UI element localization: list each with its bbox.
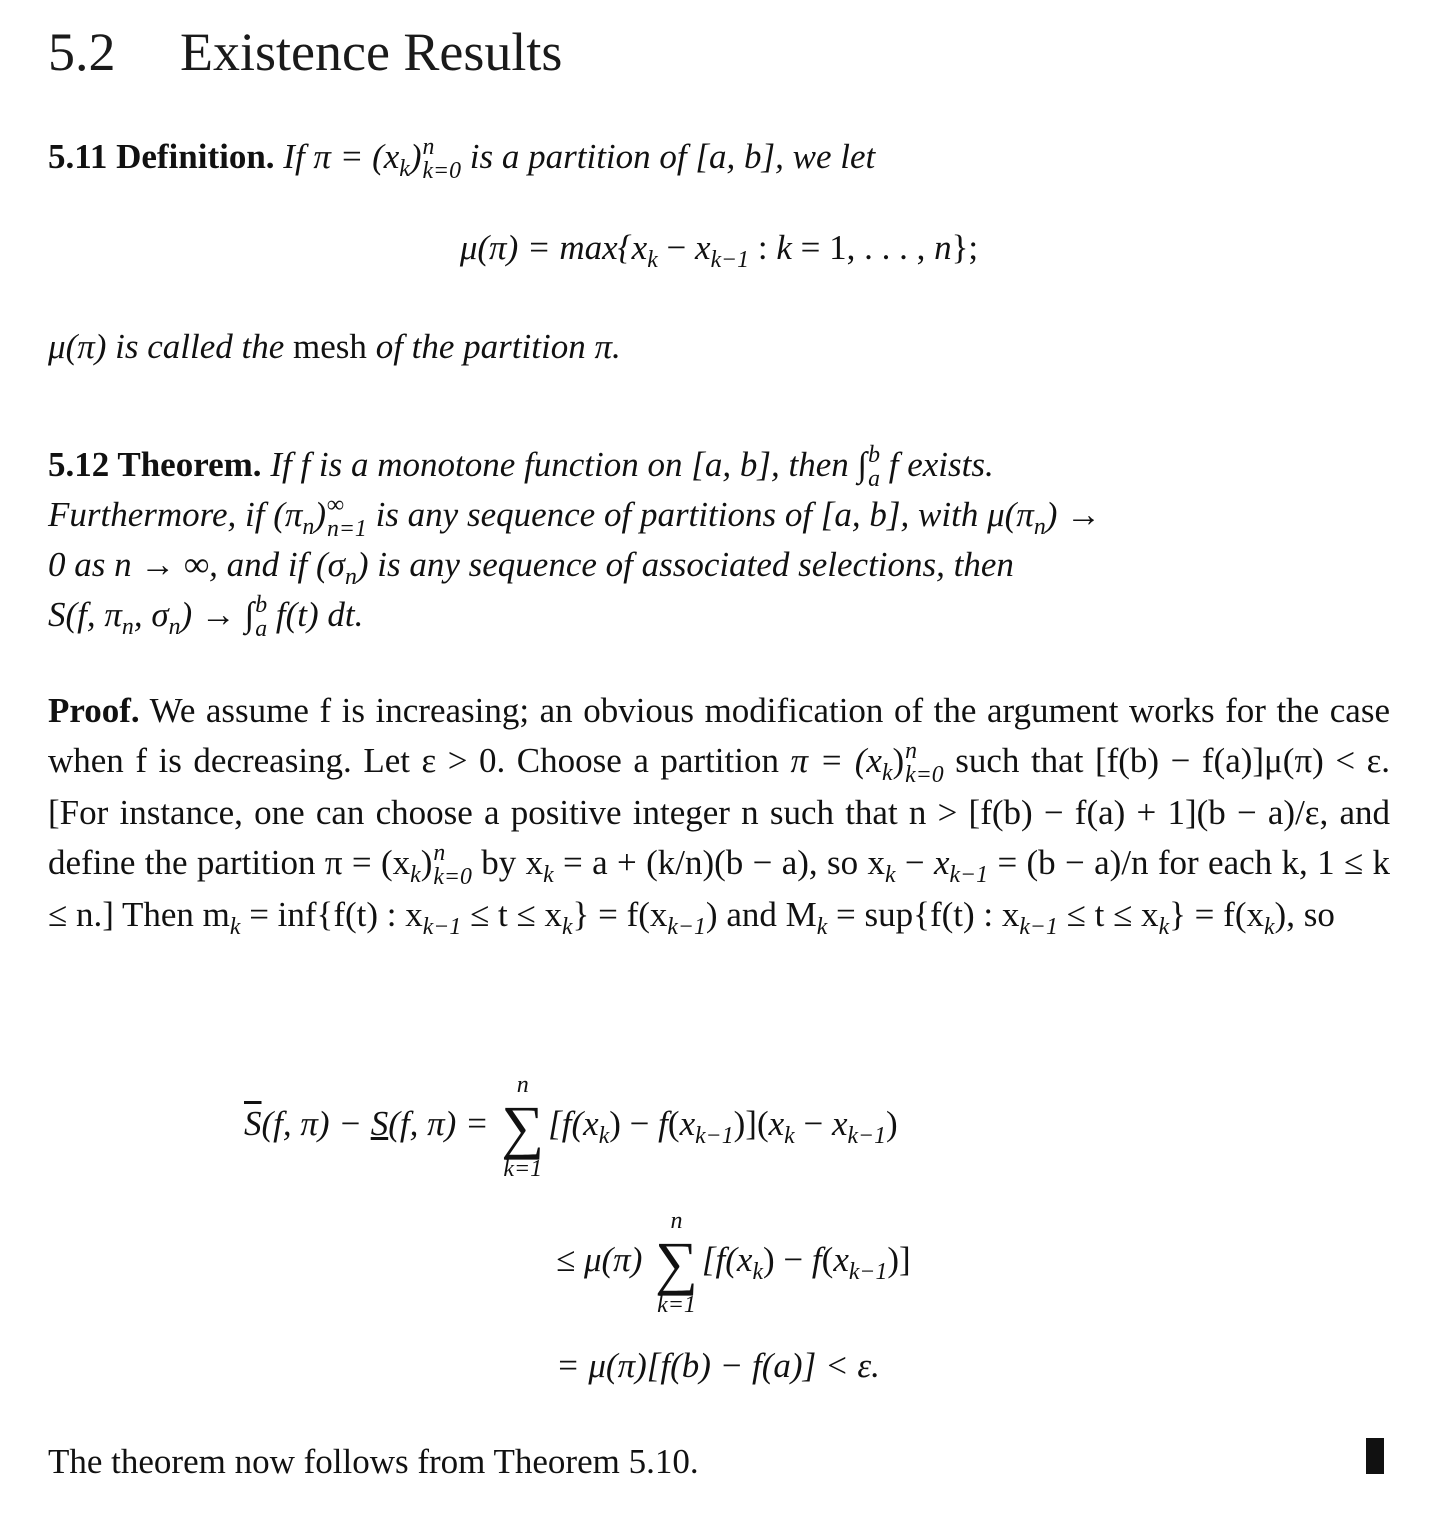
equation-line-3: = μ(π)[f(b) − f(a)] < ε.: [556, 1346, 880, 1385]
section-title: Existence Results: [180, 22, 563, 82]
mesh-term: mesh: [293, 327, 367, 366]
equation-line-2: ≤ μ(π) n ∑ k=1 $[f(x_k) - f(x_{k-1})]$: [556, 1208, 911, 1318]
proof-label: Proof.: [48, 691, 140, 730]
definition-lead: If π = (x: [283, 137, 400, 176]
definition-label: 5.11 Definition.: [48, 137, 275, 176]
section-heading: [48, 22, 1390, 82]
summation-sign: n ∑ k=1: [655, 1208, 698, 1318]
theorem-5-12: 5.12 Theorem. If f is a monotone function on [a, b], then ∫ b a f exists. Furthermore, if $(\pi_n)$ ∞ n=1 is any sequence of partitions of [a, b], with $\mu(\pi_n)$ → 0 as n → ∞, and if $(\sigma_n)$ is any sequence of associated selections, then S(f, $\pi_n$, $\sigma_n$) → ∫ b a f(t) dt.: [48, 442, 1102, 642]
definition-5-11: 5.11 Definition. If $\pi = (x_k)$ n k=0 is a partition of [a, b], we let: [48, 134, 876, 184]
theorem-label: 5.12 Theorem.: [48, 445, 262, 484]
equation-line-1: $\overline{S}(f$, π) − S(f, π) = n ∑ k=1 $[f(x_k) - f(x_{k-1})](x_k - x_{k-1})$: [244, 1072, 898, 1182]
definition-lead-tail: is a partition of [a, b], we let: [469, 137, 876, 176]
proof-paragraph: Proof. We assume f is increasing; an obvious modification of the argument works for the case when f is decreasing. Let ε > 0. Choose a partition $\pi = (x_k)$ n k=0 such that [f(b) − f(a)]μ(π) < ε. [For instance, one can choose a positive integer n such that n > [f(b) − f(a) + 1](b − a)/ε, and define the partition $\pi = (x_k)$ n k=0 by $x_k = a + (k/n)(b - a)$, so $x_k - x_{k-1} = (b - a)/n$ for each k, 1 ≤ k ≤ n.] Then $m_k = inf\{f(t)$ : $x_{k-1} \le t \le x_k\} = f(x_{k-1})$ and $M_k = sup\{f(t)$ : $x_{k-1} \le t \le x_k\} = f(x_k)$, so: [48, 691, 1391, 940]
mesh-definition-sentence: μ(π) is called the mesh of the partition π.: [48, 327, 621, 366]
book-page: [48, 0, 1390, 1519]
qed-box-icon: [1366, 1438, 1384, 1474]
conclusion-sentence: The theorem now follows from Theorem 5.10.: [48, 1442, 699, 1481]
summation-sign: n ∑ k=1: [501, 1072, 545, 1182]
section-number: 5.2: [48, 22, 116, 82]
mesh-display-equation: $\mu(\pi) = \max\{x_k - x_{k-1}$ : k = 1, . . . , n};: [459, 228, 979, 273]
